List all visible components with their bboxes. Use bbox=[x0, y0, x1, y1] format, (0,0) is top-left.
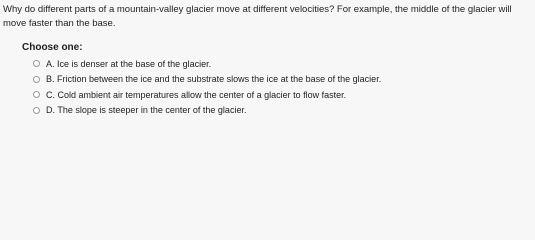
radio-button-a[interactable] bbox=[33, 60, 40, 67]
choose-one-label: Choose one: bbox=[22, 42, 83, 53]
radio-button-b[interactable] bbox=[33, 76, 40, 83]
option-c-label: C. Cold ambient air temperatures allow the center of a glacier to flow faster. bbox=[46, 89, 347, 100]
option-d-label: D. The slope is steeper in the center of the glacier. bbox=[46, 105, 247, 116]
option-d[interactable] bbox=[33, 103, 381, 119]
option-a-label: A. Ice is denser at the base of the glacier. bbox=[46, 58, 212, 69]
question-text: Why do different parts of a mountain-valley glacier move at different velocities? For example, the middle of the glacier will move faster than the base. bbox=[3, 4, 512, 29]
answer-options bbox=[33, 56, 381, 118]
option-b-label: B. Friction between the ice and the substrate slows the ice at the base of the glacier. bbox=[46, 74, 382, 85]
option-b[interactable] bbox=[33, 72, 381, 88]
radio-button-d[interactable] bbox=[33, 107, 40, 114]
radio-button-c[interactable] bbox=[33, 91, 40, 98]
option-a[interactable] bbox=[33, 56, 381, 72]
option-c[interactable] bbox=[33, 87, 381, 103]
